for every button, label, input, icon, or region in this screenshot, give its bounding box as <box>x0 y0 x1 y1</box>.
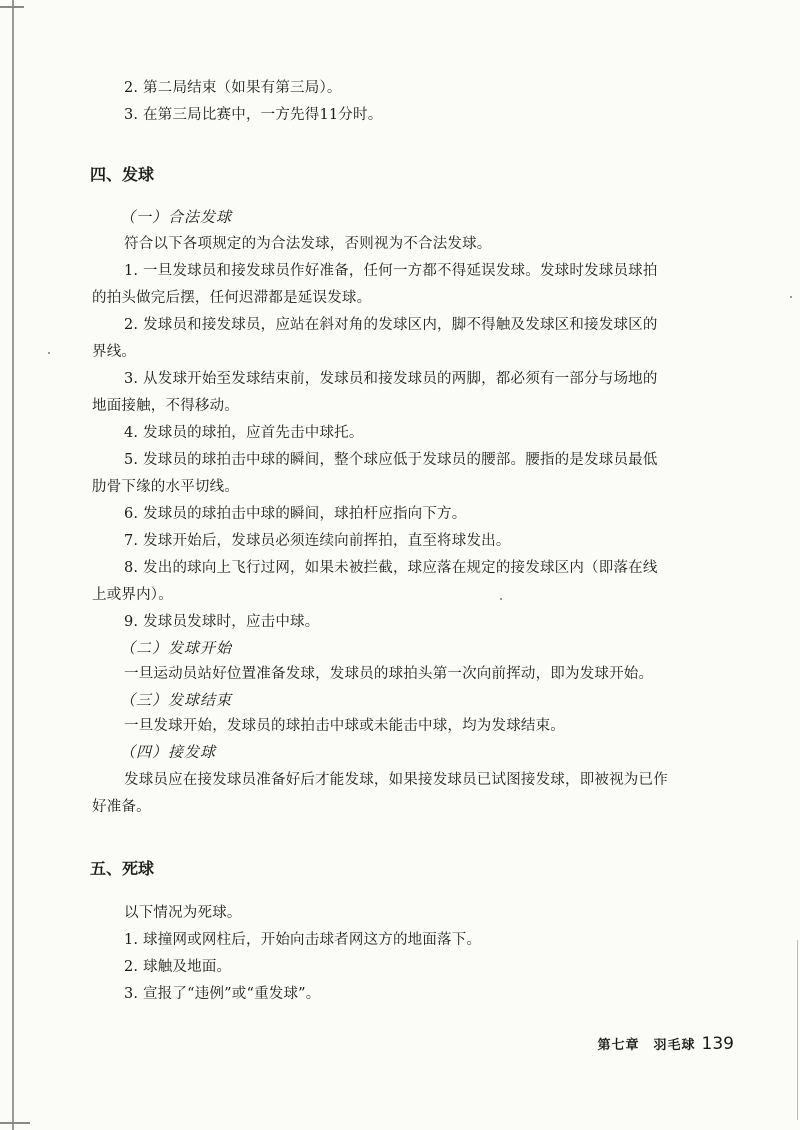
scan-speck <box>48 352 50 354</box>
binding-mark-top <box>0 6 24 8</box>
subheading-serve-end: （三）发球结束 <box>120 691 233 709</box>
paragraph: 发球员应在接发球员准备好后才能发球，如果接发球员已试图接发球，即被视为已作 <box>124 772 668 788</box>
list-item: 3. 宣报了“违例”或“重发球”。 <box>124 986 321 1002</box>
binding-mark-bottom <box>0 1122 30 1124</box>
paragraph: 好准备。 <box>92 799 151 815</box>
page-footer <box>598 1034 734 1054</box>
subheading-serve-start: （二）发球开始 <box>120 639 233 657</box>
paragraph: 一旦运动员站好位置准备发球，发球员的球拍头第一次向前挥动，即为发球开始。 <box>124 666 654 682</box>
scan-speck <box>500 598 502 600</box>
rule-line: 5. 发球员的球拍击中球的瞬间，整个球应低于发球员的腰部。腰指的是发球员最低 <box>124 452 658 468</box>
rule-line: 1. 一旦发球员和接发球员作好准备，任何一方都不得延误发球。发球时发球员球拍 <box>124 263 658 279</box>
rule-line: 2. 发球员和接发球员，应站在斜对角的发球区内，脚不得触及发球区和接发球区的 <box>124 317 658 333</box>
rule-line: 上或界内）。 <box>92 587 173 603</box>
page-number: 139 <box>701 1034 734 1054</box>
rule-line: 7. 发球开始后，发球员必须连续向前挥拍，直至将球发出。 <box>124 533 511 549</box>
rule-line: 的拍头做完后摆，任何迟滞都是延误发球。 <box>92 290 372 306</box>
rule-line: 界线。 <box>92 344 137 360</box>
paragraph: 以下情况为死球。 <box>124 905 242 921</box>
section-heading-serve: 四、发球 <box>90 165 155 184</box>
page-edge-line <box>797 940 798 1120</box>
list-item: 1. 球撞网或网柱后，开始向击球者网这方的地面落下。 <box>124 932 482 948</box>
chapter-label: 第七章 羽毛球 <box>597 1038 696 1053</box>
rule-line: 肋骨下缘的水平切线。 <box>92 479 239 495</box>
paragraph: 符合以下各项规定的为合法发球，否则视为不合法发球。 <box>124 236 492 252</box>
section-heading-dead-ball: 五、死球 <box>90 859 155 878</box>
paragraph: 一旦发球开始，发球员的球拍击中球或未能击中球，均为发球结束。 <box>124 718 565 734</box>
subheading-receive: （四）接发球 <box>120 743 217 761</box>
binding-edge <box>12 0 14 1130</box>
scan-speck <box>790 296 792 298</box>
rule-line: 地面接触，不得移动。 <box>92 398 239 414</box>
list-item: 2. 球触及地面。 <box>124 959 232 975</box>
list-item: 2. 第二局结束（如果有第三局）。 <box>124 80 342 96</box>
rule-line: 6. 发球员的球拍击中球的瞬间，球拍杆应指向下方。 <box>124 506 467 522</box>
subheading-legal-serve: （一）合法发球 <box>120 208 233 226</box>
rule-line: 3. 从发球开始至发球结束前，发球员和接发球员的两脚，都必须有一部分与场地的 <box>124 371 658 387</box>
rule-line: 8. 发出的球向上飞行过网，如果未被拦截，球应落在规定的接发球区内（即落在线 <box>124 560 658 576</box>
rule-line: 4. 发球员的球拍，应首先击中球托。 <box>124 425 364 441</box>
list-item: 3. 在第三局比赛中，一方先得11分时。 <box>124 107 383 123</box>
rule-line: 9. 发球员发球时，应击中球。 <box>124 614 320 630</box>
